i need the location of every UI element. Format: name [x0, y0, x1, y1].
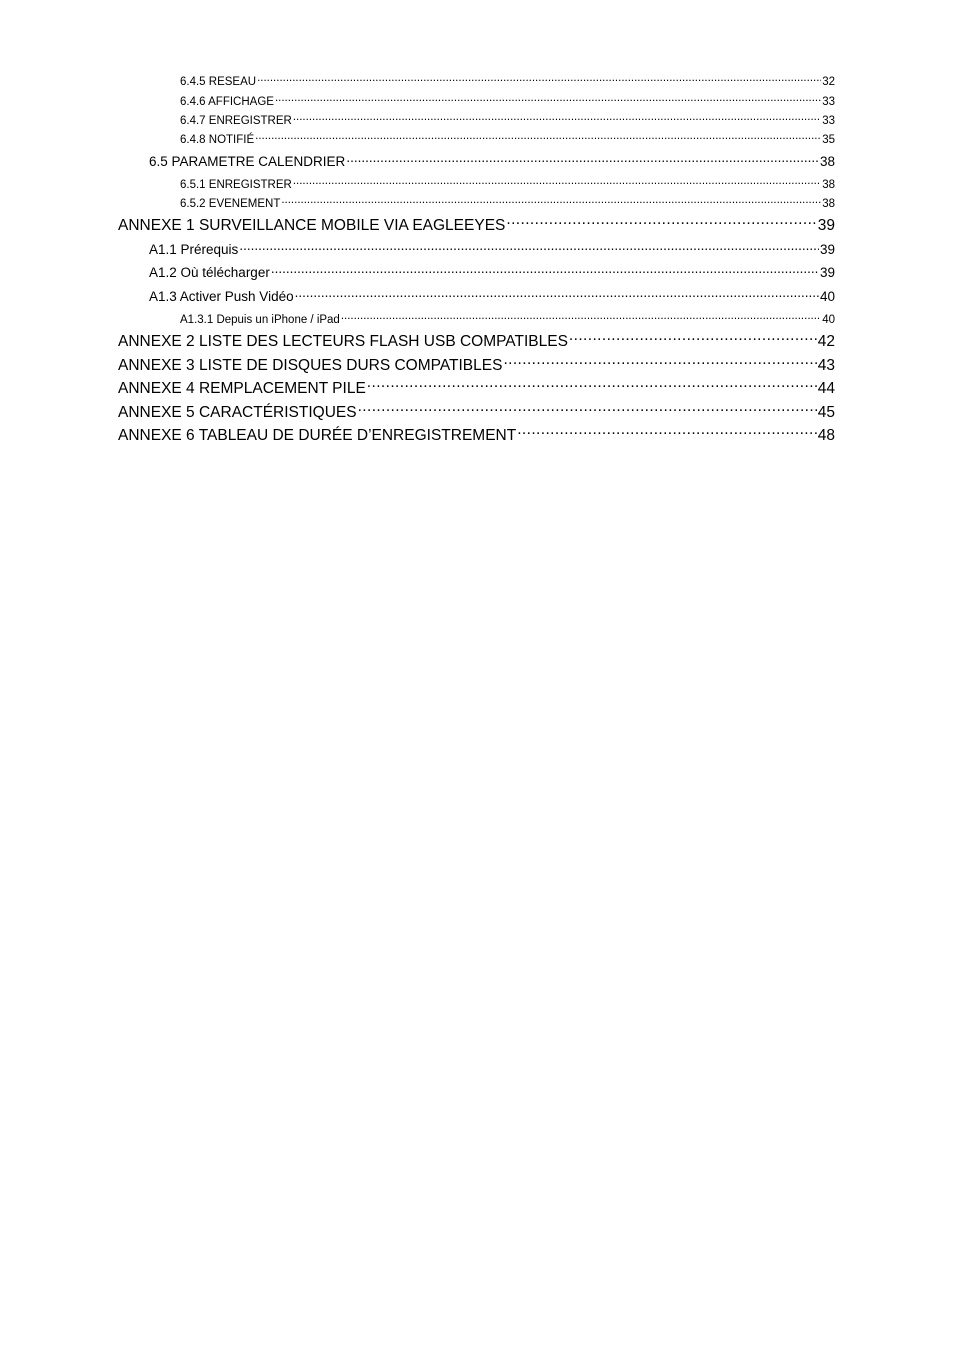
toc-dot-leader [506, 214, 816, 230]
toc-entry-label: ANNEXE 3 LISTE DE DISQUES DURS COMPATIBLES [118, 356, 503, 374]
toc-page-number: 40 [819, 288, 835, 304]
toc-page-number: 39 [819, 241, 835, 257]
toc-entry-6-4-6[interactable] [180, 93, 835, 108]
toc-dot-leader [341, 311, 821, 323]
toc-dot-leader [239, 240, 819, 254]
toc-page-number: 38 [822, 178, 835, 191]
toc-entry-annexe-2[interactable] [118, 330, 835, 351]
toc-entry-label: A1.3.1 Depuis un iPhone / iPad [180, 313, 340, 326]
toc-dot-leader [257, 73, 821, 85]
toc-dot-leader [503, 354, 816, 370]
toc-entry-a1-3-1[interactable] [180, 311, 835, 326]
toc-dot-leader [517, 424, 817, 440]
toc-page-number: 39 [817, 216, 835, 234]
toc-dot-leader [255, 131, 821, 143]
toc-dot-leader [367, 377, 817, 393]
toc-entry-6-4-8[interactable] [180, 131, 835, 146]
toc-page-number: 45 [817, 403, 835, 421]
toc-entry-6-4-5[interactable] [180, 73, 835, 88]
toc-page-number: 48 [817, 426, 835, 444]
toc-entry-label: A1.2 Où télécharger [149, 264, 270, 280]
toc-page-number: 35 [822, 133, 835, 146]
toc-page-number: 38 [822, 197, 835, 210]
toc-page-number: 38 [819, 153, 835, 169]
toc-entry-a1-1[interactable] [149, 240, 835, 257]
toc-entry-label: ANNEXE 5 CARACTÉRISTIQUES [118, 403, 357, 421]
toc-dot-leader [281, 195, 821, 207]
toc-dot-leader [358, 401, 817, 417]
toc-page-number: 43 [817, 356, 835, 374]
toc-dot-leader [293, 176, 821, 188]
toc-page-number: 32 [822, 75, 835, 88]
toc-page-number: 33 [822, 95, 835, 108]
toc-entry-label: 6.5.2 EVENEMENT [180, 197, 281, 210]
toc-page-number: 44 [817, 379, 835, 397]
toc-entry-annexe-3[interactable] [118, 354, 835, 375]
toc-entry-label: A1.1 Prérequis [149, 241, 239, 257]
toc-page-number: 33 [822, 114, 835, 127]
toc-entry-a1-2[interactable] [149, 263, 835, 280]
toc-page-number: 42 [817, 332, 835, 350]
toc-entry-annexe-5[interactable] [118, 401, 835, 422]
toc-entry-label: ANNEXE 2 LISTE DES LECTEURS FLASH USB COMPATIBLES [118, 332, 568, 350]
toc-entry-6-5-2[interactable] [180, 195, 835, 210]
toc-entry-a1-3[interactable] [149, 287, 835, 304]
toc-entry-label: 6.4.5 RESEAU [180, 75, 257, 88]
toc-entry-label: ANNEXE 1 SURVEILLANCE MOBILE VIA EAGLEEYES [118, 216, 506, 234]
toc-dot-leader [346, 152, 819, 166]
toc-page-number: 39 [819, 264, 835, 280]
toc-entry-label: ANNEXE 6 TABLEAU DE DURÉE D’ENREGISTREMENT [118, 426, 517, 444]
toc-dot-leader [295, 287, 819, 301]
toc-entry-label: 6.5 PARAMETRE CALENDRIER [149, 153, 346, 169]
toc-entry-6-4-7[interactable] [180, 112, 835, 127]
toc-entry-6-5-1[interactable] [180, 176, 835, 191]
toc-entry-annexe-6[interactable] [118, 424, 835, 445]
toc-dot-leader [293, 112, 821, 124]
toc-dot-leader [275, 93, 821, 105]
toc-entry-label: 6.4.7 ENREGISTRER [180, 114, 292, 127]
toc-entry-label: ANNEXE 4 REMPLACEMENT PILE [118, 379, 366, 397]
toc-entry-annexe-4[interactable] [118, 377, 835, 398]
toc-dot-leader [569, 330, 817, 346]
toc-entry-label: 6.4.6 AFFICHAGE [180, 95, 274, 108]
toc-entry-label: A1.3 Activer Push Vidéo [149, 288, 294, 304]
toc-entry-annexe-1[interactable] [118, 214, 835, 235]
toc-entry-label: 6.5.1 ENREGISTRER [180, 178, 292, 191]
toc-entry-label: 6.4.8 NOTIFIÉ [180, 133, 255, 146]
toc-entry-6-5[interactable] [149, 152, 835, 169]
toc-dot-leader [271, 263, 819, 277]
toc-page-number: 40 [822, 313, 835, 326]
